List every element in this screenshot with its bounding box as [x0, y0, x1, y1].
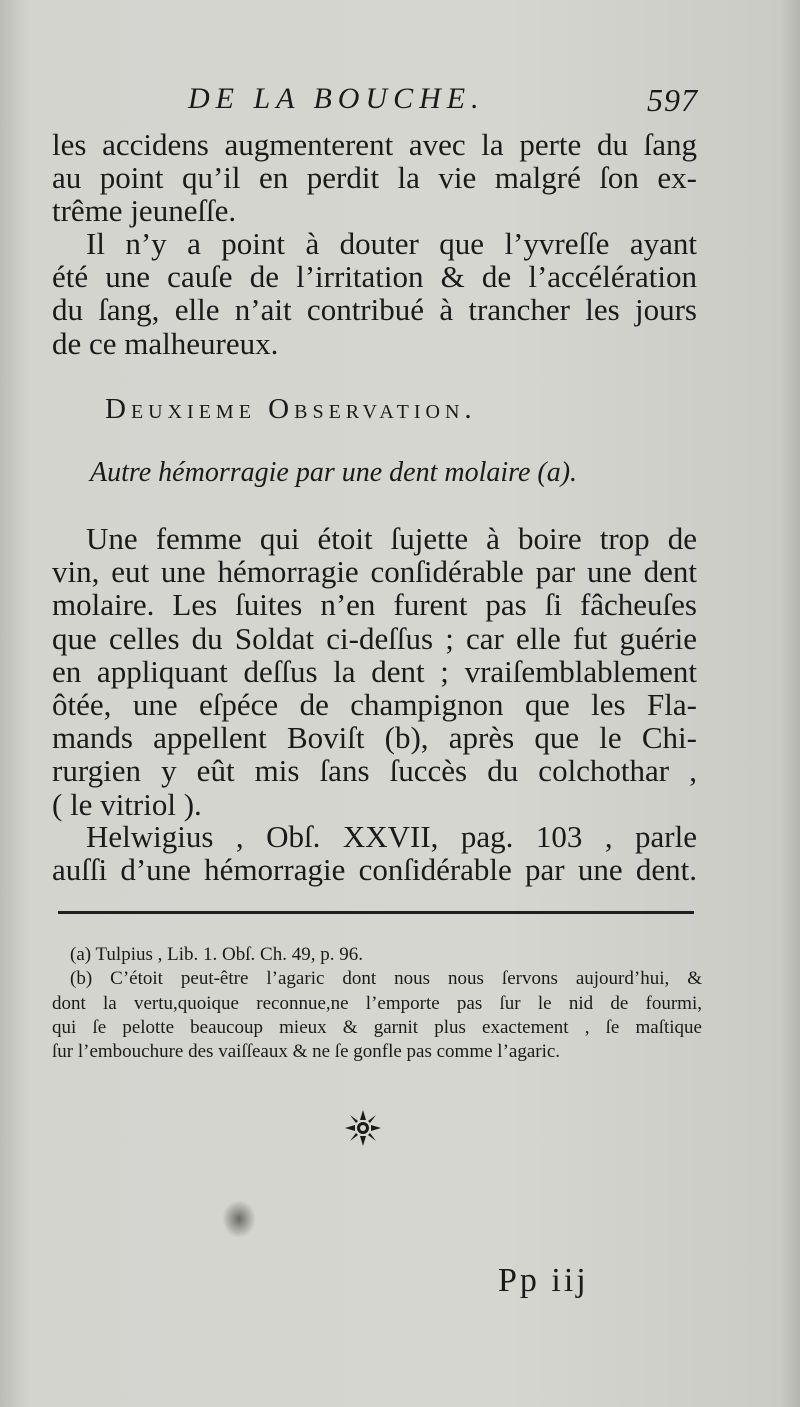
text-line: ( le vitriol ).: [52, 786, 202, 822]
text-line: de ce malheureux.: [52, 325, 279, 361]
text-line: en appliquant deſſus la dent ; vraiſemblablement: [52, 653, 697, 689]
printers-flower-ornament-icon: [343, 1108, 383, 1148]
footnote-b-line: ſur l’embouchure des vaiſſeaux & ne ſe gonfle pas comme l’agaric.: [52, 1041, 561, 1063]
text-line: ôtée, une eſpéce de champignon que les Fla-: [52, 687, 697, 723]
text-line: rurgien y eût mis ſans ſuccès du colchothar ,: [52, 753, 697, 789]
text-line: au point qu’il en perdit la vie malgré ſon ex-: [52, 160, 697, 196]
text-line: trême jeuneſſe.: [52, 193, 237, 229]
paragraph-4: [52, 820, 697, 886]
paragraph-1: [52, 128, 697, 228]
footnote-b: (b) C’étoit peut-être l’agaric dont nous nous ſervons aujourd’hui, &: [70, 968, 702, 990]
footnote-a: (a) Tulpius , Lib. 1. Obſ. Ch. 49, p. 96.: [70, 944, 363, 965]
text-line: molaire. Les ſuites n’en furent pas ſi fâcheuſes: [52, 587, 697, 623]
running-head-title: DE LA BOUCHE.: [188, 82, 485, 115]
text-line: Helwigius , Obſ. XXVII, pag. 103 , parle: [86, 819, 697, 854]
signature-mark: Pp iij: [498, 1262, 589, 1299]
text-line: Une femme qui étoit ſujette à boire trop de: [86, 521, 697, 556]
footnote-b-line: dont la vertu,quoique reconnue,ne l’emporte pas ſur le nid de fourmi,: [52, 992, 702, 1014]
text-line: mands appellent Boviſt (b), après que le Chi-: [52, 720, 697, 756]
paragraph-2: [52, 227, 697, 360]
footnote-b-line: qui ſe pelotte beaucoup mieux & garnit plus exactement , ſe maſtique: [52, 1016, 702, 1038]
section-subtitle: Autre hémorragie par une dent molaire (a).: [90, 457, 578, 488]
text-line: les accidens augmenterent avec la perte du ſang: [52, 127, 697, 162]
footnote-rule: [58, 911, 694, 914]
text-line: que celles du Soldat ci-deſſus ; car elle fut guérie: [52, 620, 697, 656]
paragraph-3: [52, 522, 697, 821]
page-number: 597: [647, 82, 698, 118]
text-line: auſſi d’une hémorragie conſidérable par une dent.: [52, 852, 697, 888]
ink-smudge: [222, 1200, 256, 1238]
text-line: du ſang, elle n’ait contribué à trancher les jours: [52, 292, 697, 328]
text-line: vin, eut une hémorragie conſidérable par une dent: [52, 554, 697, 590]
text-line: été une cauſe de l’irritation & de l’accélération: [52, 259, 697, 295]
text-line: Il n’y a point à douter que l’yvreſſe ayant: [86, 226, 697, 261]
section-heading: Deuxieme Observation.: [105, 393, 477, 425]
footnotes: [52, 943, 702, 1064]
